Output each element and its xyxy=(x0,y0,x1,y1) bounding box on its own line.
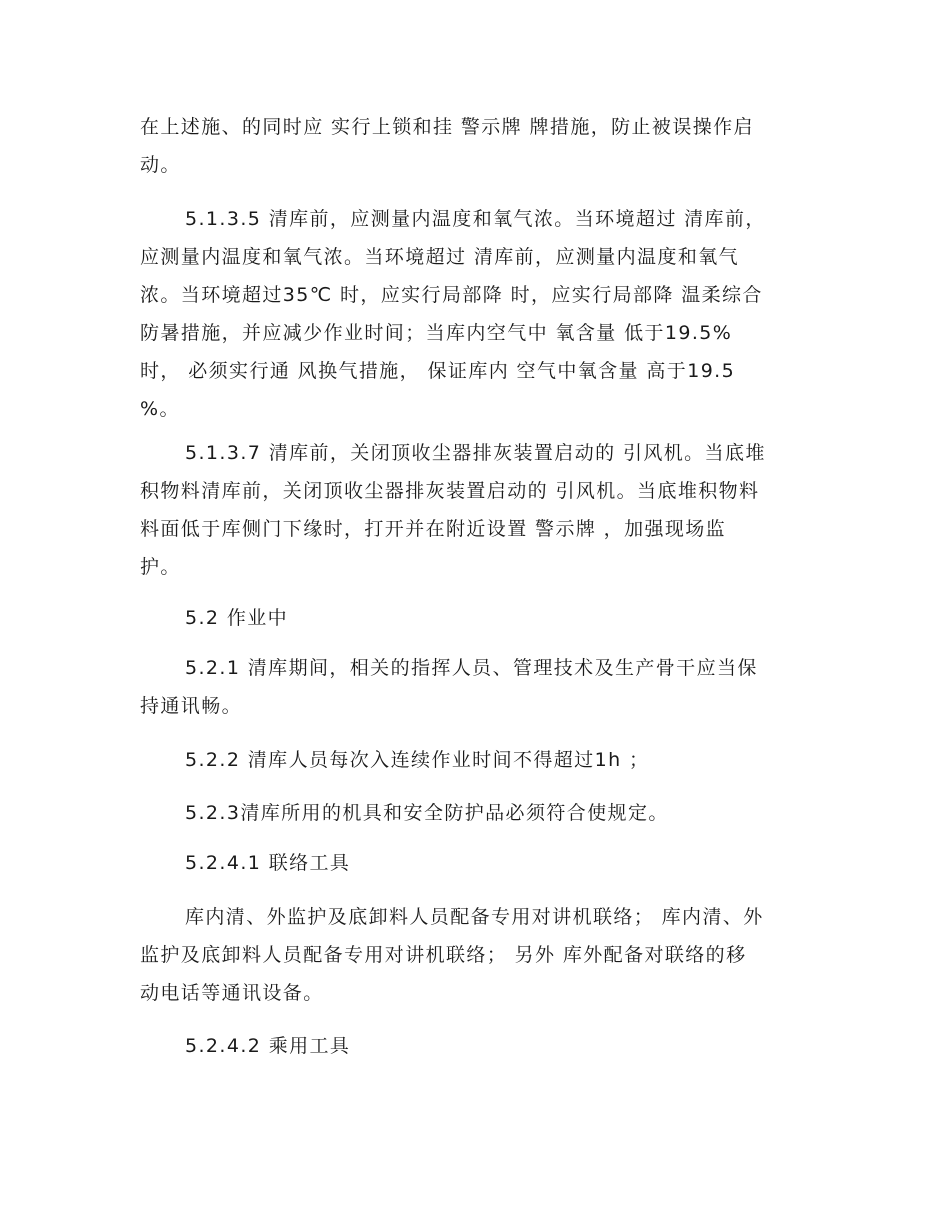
text-line: 应测量内温度和氧气浓。当环境超过 清库前，应测量内温度和氧气 xyxy=(140,246,740,268)
text-line: 浓。当环境超过35℃ 时，应实行局部降 时，应实行局部降 温柔综合 xyxy=(140,284,763,306)
text-line: %。 xyxy=(140,398,180,420)
paragraph-5-2-1 xyxy=(140,649,820,725)
text-line: 5.1.3.7 清库前，关闭顶收尘器排灰装置启动的 引风机。当底堆 xyxy=(185,442,766,464)
text-line: 库内清、外监护及底卸料人员配备专用对讲机联络； 库内清、外 xyxy=(185,906,764,928)
text-line: 时， 必须实行通 风换气措施， 保证库内 空气中氧含量 高于19.5 xyxy=(140,360,736,382)
text-line: 5.1.3.5 清库前，应测量内温度和氧气浓。当环境超过 清库前， xyxy=(185,208,766,230)
paragraph-communication-tools xyxy=(140,898,820,1012)
text-line: 5.2.3清库所用的机具和安全防护品必须符合使规定。 xyxy=(185,802,669,824)
text-line: 监护及底卸料人员配备专用对讲机联络； 另外 库外配备对联络的移 xyxy=(140,944,747,966)
text-line: 动电话等通讯设备。 xyxy=(140,982,324,1004)
subheading-5-2-4-2 xyxy=(140,1027,820,1065)
section-heading-5-2 xyxy=(140,599,820,637)
text-line: 积物料清库前，关闭顶收尘器排灰装置启动的 引风机。当底堆积物料 xyxy=(140,480,760,502)
paragraph-5-2-2 xyxy=(140,741,820,779)
paragraph-5-2-3 xyxy=(140,794,820,832)
paragraph-lockout xyxy=(140,108,820,184)
paragraph-5-1-3-7 xyxy=(140,434,820,586)
paragraph-5-1-3-5 xyxy=(140,200,820,428)
text-line: 防暑措施，并应减少作业时间；当库内空气中 氧含量 低于19.5% xyxy=(140,322,733,344)
text-line: 5.2.4.1 联络工具 xyxy=(185,852,351,874)
text-line: 5.2 作业中 xyxy=(185,607,289,629)
subheading-5-2-4-1 xyxy=(140,844,820,882)
text-line: 5.2.2 清库人员每次入连续作业时间不得超过1h ； xyxy=(185,749,650,771)
text-line: 5.2.1 清库期间，相关的指挥人员、管理技术及生产骨干应当保 xyxy=(185,657,758,679)
text-line: 持通讯畅。 xyxy=(140,695,243,717)
text-line: 在上述施、的同时应 实行上锁和挂 警示牌 牌措施，防止被误操作启 xyxy=(140,116,754,138)
text-line: 料面低于库侧门下缘时，打开并在附近设置 警示牌 ，加强现场监 xyxy=(140,518,727,540)
text-line: 护。 xyxy=(140,556,181,578)
text-line: 动。 xyxy=(140,154,181,176)
text-line: 5.2.4.2 乘用工具 xyxy=(185,1035,351,1057)
